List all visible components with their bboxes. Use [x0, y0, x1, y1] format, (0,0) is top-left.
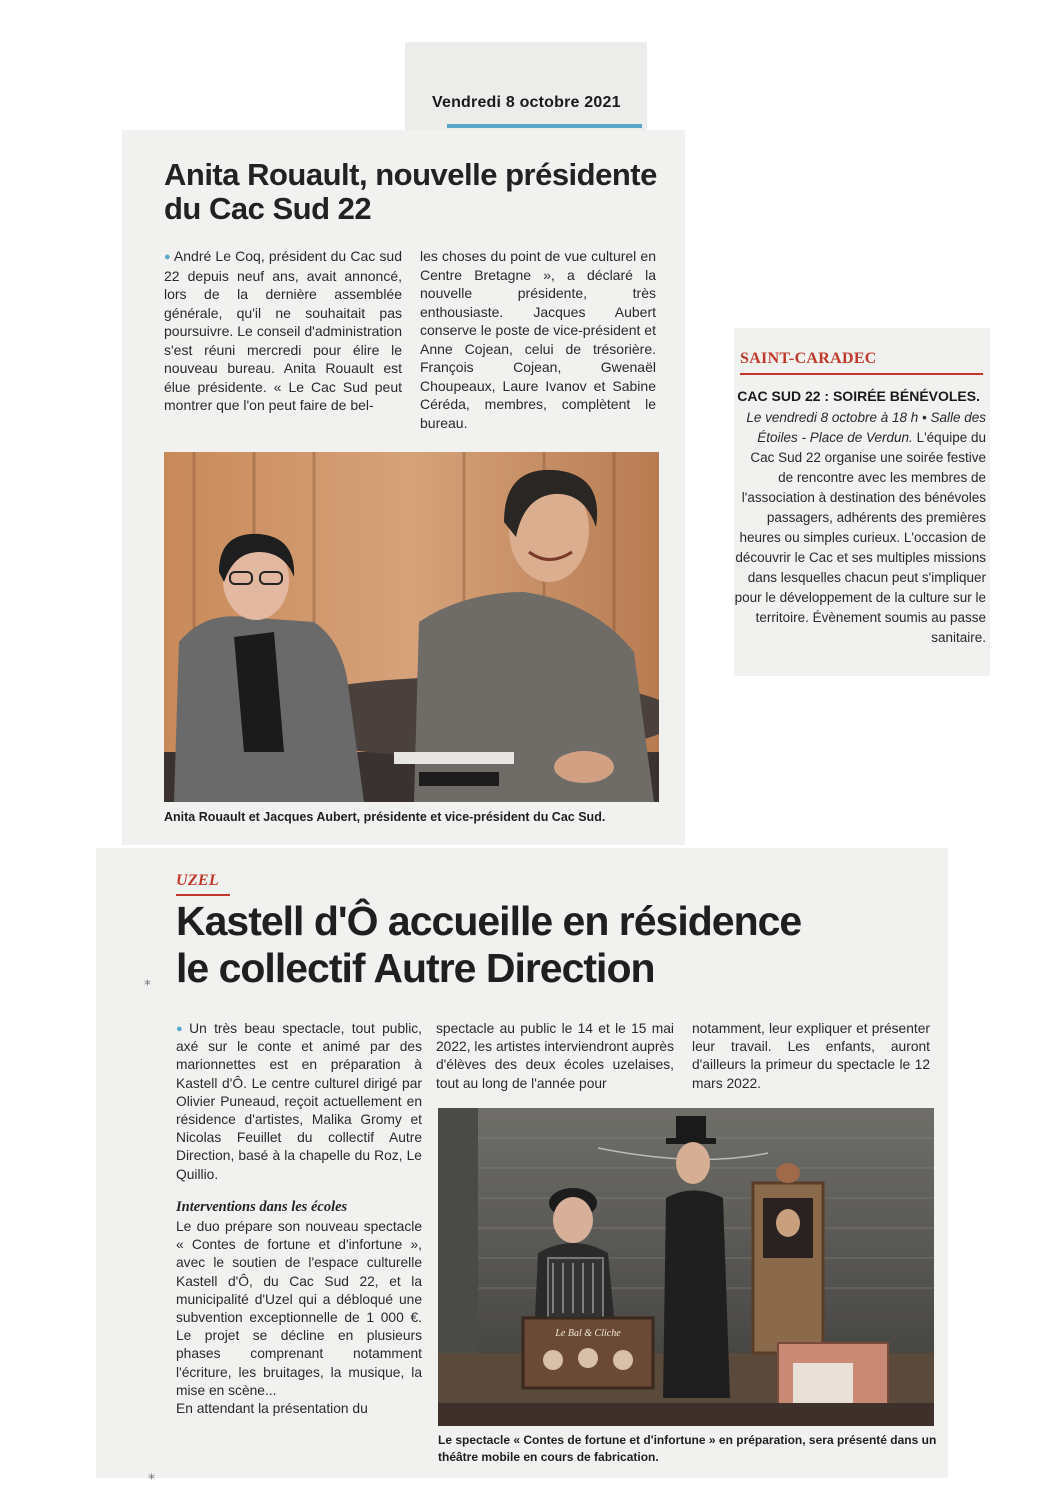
- sign-text: Le Bal & Cliche: [555, 1328, 621, 1339]
- photo-president-vicepresident: [164, 452, 659, 802]
- brief-when-where: Le vendredi 8 octobre à 18 h • Salle des Étoiles - Place de Verdun.: [746, 410, 986, 445]
- article-title: [176, 898, 936, 992]
- paragraph-text: Un très beau spectacle, tout public, axé sur le conte et animé par des marionnettes est en préparation à Kastell d'Ô. Le centre culturel dirigé par Olivier Puneaud, reçoit actuellement en résidence d'artistes, Malika Gromy et Nicolas Feuillet du collectif Autre Direction, basé à la chapelle du Roz, Le Quillio.: [176, 1021, 422, 1182]
- date-clipping: [405, 42, 647, 132]
- article-column-1: [164, 247, 402, 415]
- scan-mark: ⁎: [144, 972, 151, 988]
- title-line: Anita Rouault, nouvelle présidente: [164, 157, 657, 192]
- article-kastell-clipping: [96, 848, 948, 1478]
- photo-caption: Anita Rouault et Jacques Aubert, présidente et vice-président du Cac Sud.: [164, 810, 606, 824]
- article-cac-sud-clipping: [122, 130, 685, 845]
- article-column-2: les choses du point de vue culturel en Centre Bretagne », a déclaré la nouvelle présidente, très enthousiaste. Jacques Aubert conserve le poste de vice-président et Anne Cojean, celui de trésorière. François Cojean, Gwenaël Choupeaux, Laure Ivanov et Sabine Céréda, membres, complètent le bureau.: [420, 248, 656, 431]
- publication-date: Vendredi 8 octobre 2021: [432, 94, 621, 111]
- brief-body: [734, 408, 986, 648]
- scan-mark: ⁎: [148, 1466, 155, 1482]
- article-column-3: notamment, leur expliquer et présenter leur travail. Les enfants, auront d'ailleurs la primeur du spectacle le 12 mars 2022.: [692, 1021, 930, 1091]
- town-label: UZEL: [176, 872, 219, 889]
- photo-illustration: [438, 1108, 934, 1426]
- title-line: le collectif Autre Direction: [176, 945, 655, 991]
- brief-text: L'équipe du Cac Sud 22 organise une soirée festive de rencontre avec les membres de l'association à destination des bénévoles passagers, adhérents des premières heures ou simples curieux. L'occasion de découvrir le Cac et ses multiples missions dans lesquelles chacun peut s'impliquer pour le développement de la culture sur le territoire. Évènement soumis au passe sanitaire.: [734, 430, 986, 645]
- title-line: Kastell d'Ô accueille en résidence: [176, 898, 802, 944]
- paragraph: En attendant la présentation du: [176, 1401, 368, 1417]
- brief-title: CAC SUD 22 : SOIRÉE BÉNÉVOLES.: [737, 388, 980, 404]
- town-rule: [176, 894, 230, 896]
- subheading: Interventions dans les écoles: [176, 1198, 348, 1215]
- town-label: SAINT-CARADEC: [740, 350, 877, 367]
- title-line: du Cac Sud 22: [164, 191, 372, 226]
- photo-spectacle: [438, 1108, 934, 1426]
- town-rule: [740, 373, 983, 375]
- paragraph: Le duo prépare son nouveau spectacle « Contes de fortune et d'infortune », avec le soutien de l'espace culturelle Kastell d'Ô, du Cac Sud 22, et la municipalité d'Uzel qui a débloqué une subvention exceptionnelle de 1 000 €. Le projet se décline en plusieurs phases comprenant notamment l'écriture, les bruitages, la musique, la mise en scène...: [176, 1219, 422, 1398]
- article-column-2: spectacle au public le 14 et le 15 mai 2022, les artistes interviendront auprès d'élèves des deux écoles uzelaises, tout au long de l'année pour: [436, 1021, 674, 1091]
- article-title: [164, 158, 674, 226]
- photo-caption: Le spectacle « Contes de fortune et d'infortune » en préparation, sera présenté dans un théâtre mobile en cours de fabrication.: [438, 1433, 937, 1464]
- article-column-1: [176, 1020, 422, 1418]
- photo-illustration: [164, 452, 659, 802]
- article-text: André Le Coq, président du Cac sud 22 depuis neuf ans, avait annoncé, lors de la dernière assemblée générale, qu'il ne souhaitait pas poursuivre. Le conseil d'administration s'est réuni mercredi pour élire le nouveau bureau. Anita Rouault est élue présidente. « Le Cac Sud peut montrer que l'on peut faire de bel-: [164, 248, 402, 413]
- paragraph: [176, 1020, 422, 1184]
- brief-saint-caradec-clipping: [734, 328, 990, 676]
- date-rule: [447, 124, 642, 128]
